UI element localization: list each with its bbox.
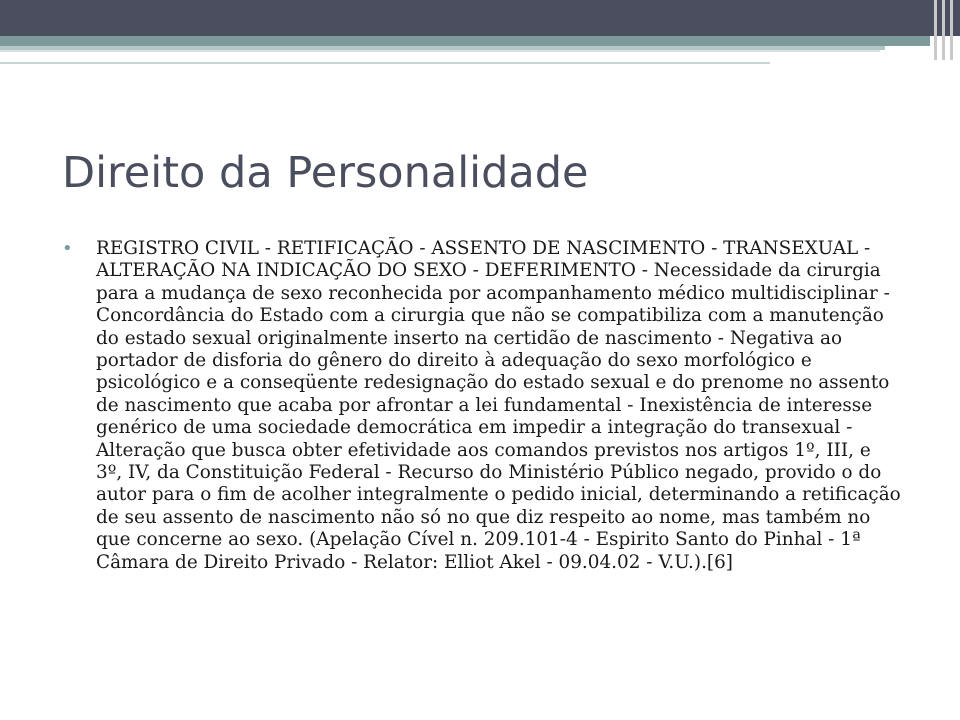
slide-content <box>62 238 902 574</box>
header-accent-line <box>0 36 930 46</box>
bullet-icon: • <box>62 238 73 259</box>
slide-title: Direito da Personalidade <box>62 148 589 198</box>
bullet-item <box>62 238 902 574</box>
corner-decoration <box>930 0 960 60</box>
header-accent-line-faint <box>0 50 880 52</box>
header-underline <box>0 62 770 64</box>
bullet-text: REGISTRO CIVIL - RETIFICAÇÃO - ASSENTO DE NASCIMENTO - TRANSEXUAL - ALTERAÇÃO NA INDICAÇÃO DO SEXO - DEFERIMENTO - Necessidade da cirurgia para a mudança de sexo reconhecida por acompanhamento médico multidisciplinar - Concordância do Estado com a cirurgia que não se compatibiliza com a manutenção do estado sexual originalmente inserto na certidão de nascimento - Negativa ao portador de disforia do gênero do direito à adequação do sexo morfológico e psicológico e a conseqüente redesignação do estado sexual e do prenome no assento de nascimento que acaba por afrontar a lei fundamental - Inexistência de interesse genérico de uma sociedade democrática em impedir a integração do transexual - Alteração que busca obter efetividade aos comandos previstos nos artigos 1º, III, e 3º, IV, da Constituição Federal - Recurso do Ministério Público negado, provido o do autor para o fim de acolher integralmente o pedido inicial, determinando a retificação de seu assento de nascimento não só no que diz respeito ao nome, mas também no que concerne ao sexo. (Apelação Cível n. 209.101-4 - Espirito Santo do Pinhal - 1ª Câmara de Direito Privado - Relator: Elliot Akel - 09.04.02 - V.U.).[6] <box>96 238 901 573</box>
header-band <box>0 0 960 36</box>
